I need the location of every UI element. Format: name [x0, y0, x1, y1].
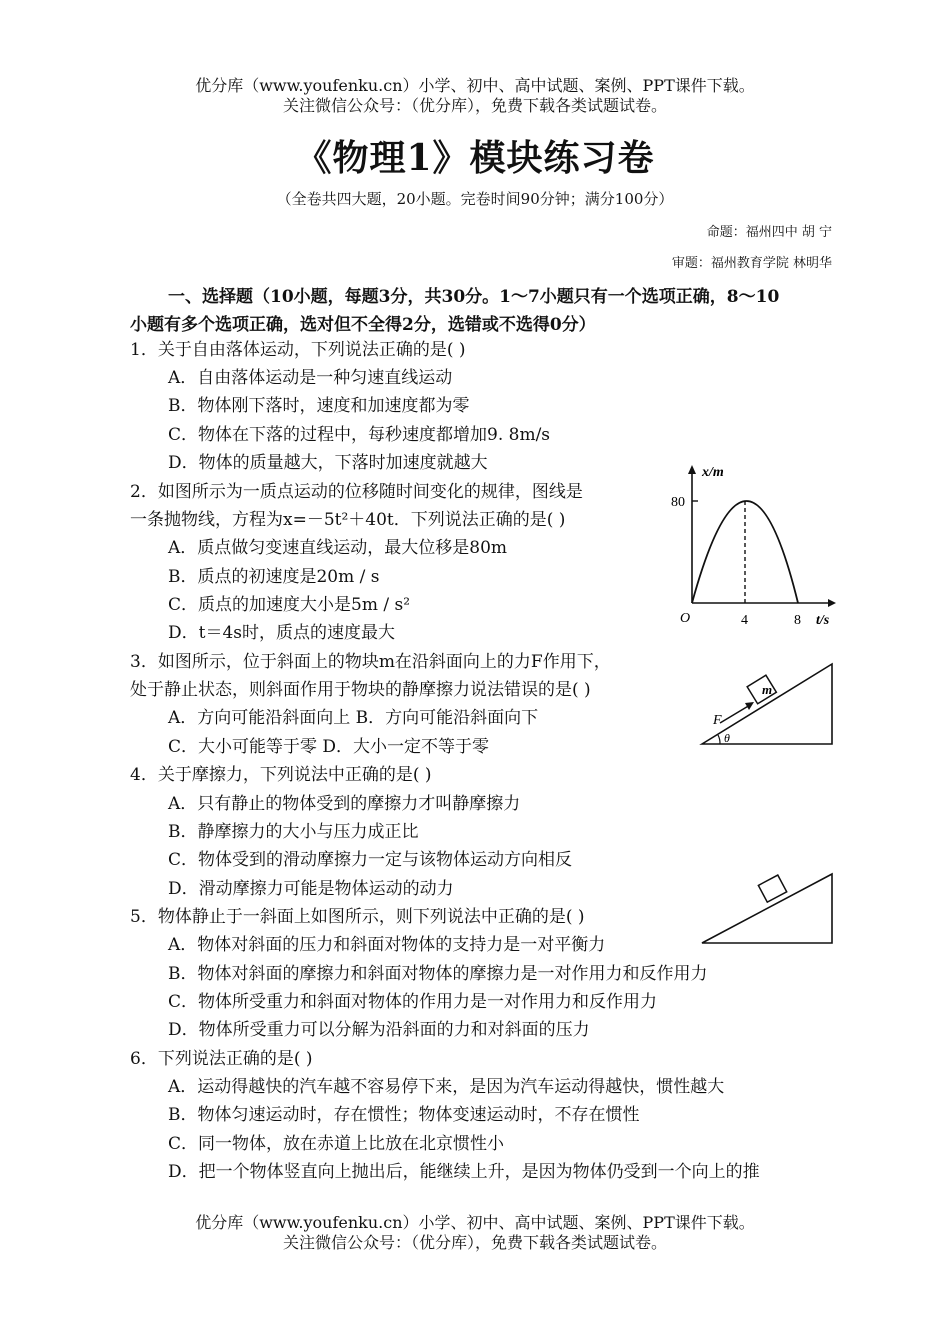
page-subtitle: （全卷共四大题，20小题。完卷时间90分钟；满分100分）: [276, 190, 674, 208]
graph-origin-label: O: [680, 611, 691, 626]
question-4-option-b: B．静摩擦力的大小与压力成正比: [168, 822, 419, 842]
header-line-2: 关注微信公众号：（优分库），免费下载各类试题试卷。: [282, 96, 667, 115]
question-6-option-d: D．把一个物体竖直向上抛出后，能继续上升，是因为物体仍受到一个向上的推: [168, 1162, 760, 1182]
question-5-option-b: B．物体对斜面的摩擦力和斜面对物体的摩擦力是一对作用力和反作用力: [168, 964, 708, 984]
question-3-stem-line-1: 3．如图所示，位于斜面上的物块m在沿斜面向上的力F作用下，: [130, 652, 611, 672]
author-line: 命题：福州四中 胡 宁: [706, 225, 832, 240]
section-heading-line-1: 一、选择题（10小题，每题3分，共30分。1～7小题只有一个选项正确，8～10: [168, 287, 780, 307]
graph-x-label: t/s: [816, 613, 830, 628]
question-1-option-a: A．自由落体运动是一种匀速直线运动: [168, 368, 453, 388]
graph-x-tick-label-4: 4: [741, 613, 748, 628]
question-3-options-ab: A．方向可能沿斜面向上 B．方向可能沿斜面向下: [168, 708, 539, 728]
force-arrow-line: [720, 705, 750, 723]
question-2-option-b: B．质点的初速度是20m / s: [168, 567, 380, 587]
question-6-option-a: A．运动得越快的汽车越不容易停下来，是因为汽车运动得越快，惯性越大: [168, 1077, 725, 1097]
question-2-stem-line-1: 2．如图所示为一质点运动的位移随时间变化的规律，图线是: [130, 482, 583, 502]
question-3-options-cd: C．大小可能等于零 D．大小一定不等于零: [168, 737, 490, 757]
question-6-option-b: B．物体匀速运动时，存在惯性；物体变速运动时，不存在惯性: [168, 1105, 640, 1125]
question-1-option-d: D．物体的质量越大，下落时加速度就越大: [168, 453, 488, 473]
graph-x-tick-label-8: 8: [794, 613, 801, 628]
question-5-option-d: D．物体所受重力可以分解为沿斜面的力和对斜面的压力: [168, 1020, 590, 1040]
incline-block-diagram: [698, 866, 838, 948]
question-2-option-a: A．质点做匀变速直线运动，最大位移是80m: [168, 538, 508, 558]
question-2-option-c: C．质点的加速度大小是5m / s²: [168, 595, 411, 615]
question-4-option-d: D．滑动摩擦力可能是物体运动的动力: [168, 879, 454, 899]
question-6-option-c: C．同一物体，放在赤道上比放在北京惯性小: [168, 1134, 505, 1154]
footer-line-1: 优分库（www.youfenku.cn）小学、初中、高中试题、案例、PPT课件下载。: [195, 1213, 755, 1232]
force-arrow-head: [745, 702, 754, 710]
header-line-1: 优分库（www.youfenku.cn）小学、初中、高中试题、案例、PPT课件下载。: [195, 76, 755, 95]
question-3-stem-line-2: 处于静止状态，则斜面作用于物块的静摩擦力说法错误的是( ): [130, 680, 591, 700]
incline-block-2: [758, 875, 786, 902]
question-5-option-c: C．物体所受重力和斜面对物体的作用力是一对作用力和反作用力: [168, 992, 658, 1012]
force-label: F: [713, 713, 722, 728]
position-time-graph: [671, 462, 850, 634]
question-6-stem: 6．下列说法正确的是( ): [130, 1049, 313, 1069]
angle-arc: [718, 735, 720, 744]
graph-x-axis-arrow: [828, 599, 836, 607]
question-1-option-c: C．物体在下落的过程中，每秒速度都增加9. 8m/s: [168, 425, 551, 445]
graph-y-label: x/m: [702, 465, 724, 480]
graph-y-tick-label: 80: [671, 495, 685, 510]
question-4-stem: 4．关于摩擦力，下列说法中正确的是( ): [130, 765, 432, 785]
question-4-option-a: A．只有静止的物体受到的摩擦力才叫静摩擦力: [168, 794, 521, 814]
question-2-option-d: D．t＝4s时，质点的速度最大: [168, 623, 396, 643]
graph-y-axis-arrow: [688, 465, 696, 474]
question-1-stem: 1．关于自由落体运动，下列说法正确的是( ): [130, 340, 466, 360]
angle-label: θ: [724, 731, 730, 745]
question-4-option-c: C．物体受到的滑动摩擦力一定与该物体运动方向相反: [168, 850, 573, 870]
incline-mass-label: m: [762, 682, 773, 697]
question-1-option-b: B．物体刚下落时，速度和加速度都为零: [168, 396, 470, 416]
footer-line-2: 关注微信公众号：（优分库），免费下载各类试题试卷。: [282, 1233, 667, 1252]
page-title: 《物理1》模块练习卷: [295, 137, 655, 179]
reviewer-line: 审题：福州教育学院 林明华: [671, 256, 832, 271]
question-5-option-a: A．物体对斜面的压力和斜面对物体的支持力是一对平衡力: [168, 935, 606, 955]
incline-force-diagram: [698, 660, 838, 750]
question-2-stem-line-2: 一条抛物线，方程为x=－5t²＋40t．下列说法正确的是( ): [130, 510, 566, 530]
question-5-stem: 5．物体静止于一斜面上如图所示，则下列说法中正确的是( ): [130, 907, 585, 927]
section-heading-line-2: 小题有多个选项正确，选对但不全得2分，选错或不选得0分）: [130, 315, 596, 335]
